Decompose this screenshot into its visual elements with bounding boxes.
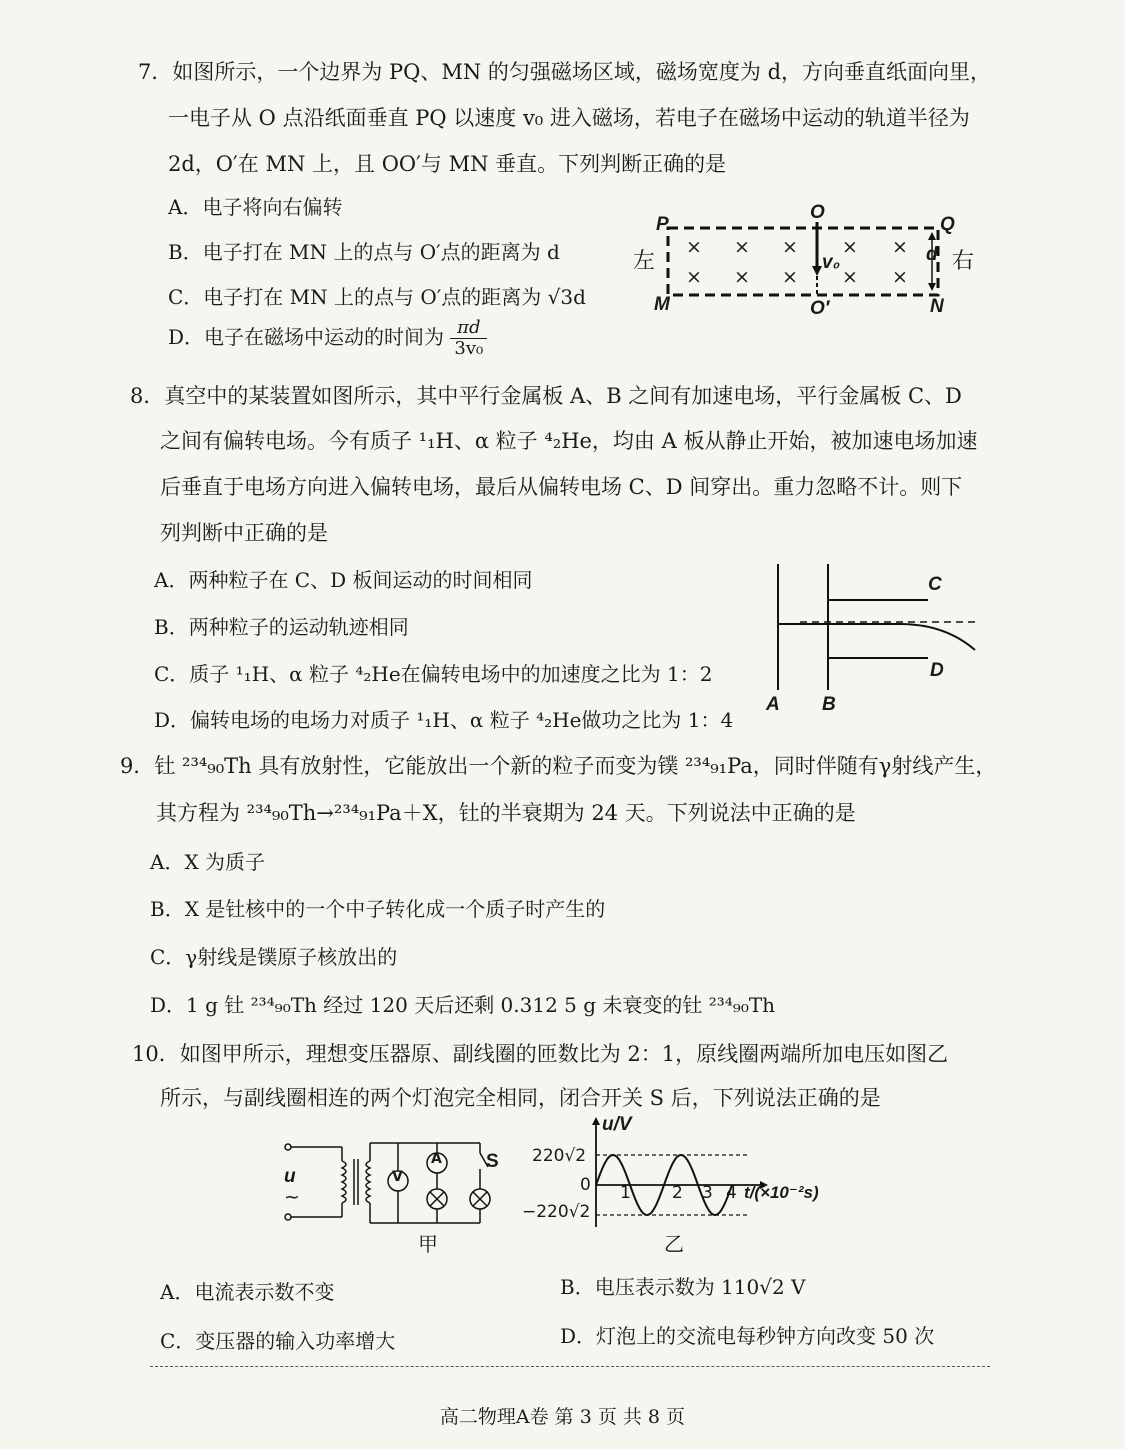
q8-option-b: B．两种粒子的运动轨迹相同 xyxy=(154,615,409,639)
q7-width-arrow-bottom xyxy=(928,283,936,291)
q7-option-c: C．电子打在 MN 上的点与 O′点的距离为 √3d xyxy=(168,285,586,309)
q8-stem-line-2: 之间有偏转电场。今有质子 ¹₁H、α 粒子 ⁴₂He，均由 A 板从静止开始，被加速电场加速 xyxy=(160,429,978,453)
q10-graph-y-arrow xyxy=(592,1117,600,1125)
q7-option-d-numerator: πd xyxy=(450,318,487,339)
q10-graph-tick: 2 xyxy=(672,1183,683,1203)
page-divider xyxy=(150,1366,990,1367)
q7-field-cross: × xyxy=(892,236,908,258)
q10-primary-coil xyxy=(342,1161,346,1203)
q8-stem-line-4: 列判断中正确的是 xyxy=(160,521,328,545)
q10-graph-ymin: −220√2 xyxy=(522,1202,591,1222)
q7-label-n: N xyxy=(930,296,944,317)
q7-label-d: d xyxy=(926,244,938,265)
q10-graph-tick: 4 xyxy=(726,1183,737,1203)
q8-label-d: D xyxy=(930,660,944,681)
q7-option-d-denominator: 3v₀ xyxy=(454,338,484,359)
q7-label-v0: v₀ xyxy=(822,252,841,273)
page-footer: 高二物理A卷 第 3 页 共 8 页 xyxy=(439,1406,686,1428)
q10-graph-tick: 1 xyxy=(620,1183,631,1203)
q8-label-c: C xyxy=(928,574,942,595)
q10-input-terminal-top xyxy=(285,1144,291,1150)
q9-option-c: C．γ射线是镤原子核放出的 xyxy=(150,945,398,969)
q9-stem-line-2: 其方程为 ²³⁴₉₀Th→²³⁴₉₁Pa＋X，钍的半衰期为 24 天。下列说法中正确的是 xyxy=(156,801,856,825)
q7-label-o: O xyxy=(810,202,825,223)
q10-input-terminal-bottom xyxy=(285,1214,291,1220)
q8-option-d: D．偏转电场的电场力对质子 ¹₁H、α 粒子 ⁴₂He做功之比为 1：4 xyxy=(154,708,734,732)
q10-label-jia: 甲 xyxy=(418,1232,438,1256)
q8-option-c: C．质子 ¹₁H、α 粒子 ⁴₂He在偏转电场中的加速度之比为 1：2 xyxy=(154,662,713,686)
q7-option-d-fraction xyxy=(450,318,487,359)
q10-option-c: C．变压器的输入功率增大 xyxy=(160,1329,396,1353)
q9-stem-line-1: 9．钍 ²³⁴₉₀Th 具有放射性，它能放出一个新的粒子而变为镤 ²³⁴₉₁Pa，同时伴随有γ射线产生， xyxy=(120,754,997,778)
q10-option-a: A．电流表示数不变 xyxy=(160,1280,335,1304)
q7-field-cross: × xyxy=(892,266,908,288)
q8-deflection-figure xyxy=(760,560,985,700)
q10-graph-tick: 3 xyxy=(702,1183,713,1203)
q10-option-d: D．灯泡上的交流电每秒钟方向改变 50 次 xyxy=(560,1324,935,1348)
q7-label-q: Q xyxy=(940,214,955,235)
q7-field-cross: × xyxy=(782,236,798,258)
q7-label-m: M xyxy=(654,294,670,315)
q9-option-a: A．X 为质子 xyxy=(150,850,266,874)
q10-secondary-coil xyxy=(366,1161,370,1203)
q7-field-cross: × xyxy=(686,266,702,288)
q7-label-p: P xyxy=(656,214,669,235)
q7-field-cross: × xyxy=(686,236,702,258)
q10-label-u: u xyxy=(284,1166,296,1187)
q9-option-d: D．1 g 钍 ²³⁴₉₀Th 经过 120 天后还剩 0.312 5 g 未衰变的钍 ²³⁴₉₀Th xyxy=(150,993,776,1017)
q7-label-o-prime: O′ xyxy=(810,298,830,319)
q7-field-cross: × xyxy=(782,266,798,288)
q7-field-cross: × xyxy=(734,266,750,288)
q10-graph-ylabel: u/V xyxy=(602,1114,632,1135)
q10-stem-line-1: 10．如图甲所示，理想变压器原、副线圈的匝数比为 2：1，原线圈两端所加电压如图乙 xyxy=(132,1042,949,1066)
q10-graph-xlabel: t/(×10⁻²s) xyxy=(744,1183,819,1202)
q7-stem-line-2: 一电子从 O 点沿纸面垂直 PQ 以速度 v₀ 进入磁场，若电子在磁场中运动的轨道半径为 xyxy=(168,106,970,130)
q8-label-b: B xyxy=(822,694,836,715)
q10-option-b: B．电压表示数为 110√2 V xyxy=(560,1275,806,1299)
q7-option-d xyxy=(168,318,487,359)
q10-circuit-figure xyxy=(280,1135,505,1235)
q7-velocity-arrowhead xyxy=(812,266,822,276)
q8-label-a: A xyxy=(766,694,780,715)
q10-graph-ymax: 220√2 xyxy=(532,1146,587,1166)
q7-label-left: 左 xyxy=(633,249,656,274)
q7-field-cross: × xyxy=(842,236,858,258)
q10-label-a: A xyxy=(431,1151,442,1167)
q7-stem-line-3: 2d，O′在 MN 上，且 OO′与 MN 垂直。下列判断正确的是 xyxy=(168,152,727,176)
q7-option-b: B．电子打在 MN 上的点与 O′点的距离为 d xyxy=(168,240,560,264)
q7-width-arrow-top xyxy=(928,232,936,240)
q8-stem-line-3: 后垂直于电场方向进入偏转电场，最后从偏转电场 C、D 间穿出。重力忽略不计。则下 xyxy=(160,475,963,499)
q8-particle-trajectory xyxy=(778,624,975,650)
q10-graph-zero: 0 xyxy=(580,1175,591,1195)
q8-option-a: A．两种粒子在 C、D 板间运动的时间相同 xyxy=(154,568,533,592)
q7-stem-line-1: 7．如图所示，一个边界为 PQ、MN 的匀强磁场区域，磁场宽度为 d，方向垂直纸面向里， xyxy=(138,60,992,84)
q10-label-s: S xyxy=(486,1151,499,1172)
q7-option-a: A．电子将向右偏转 xyxy=(168,195,343,219)
q7-option-d-text: D．电子在磁场中运动的时间为 xyxy=(168,325,445,349)
q10-stem-line-2: 所示，与副线圈相连的两个灯泡完全相同，闭合开关 S 后，下列说法正确的是 xyxy=(160,1086,881,1110)
q7-field-cross: × xyxy=(734,236,750,258)
q7-label-right: 右 xyxy=(952,249,975,274)
q10-label-tilde: ~ xyxy=(284,1186,300,1208)
q9-option-b: B．X 是钍核中的一个中子转化成一个质子时产生的 xyxy=(150,897,606,921)
q8-stem-line-1: 8．真空中的某装置如图所示，其中平行金属板 A、B 之间有加速电场，平行金属板 C、D xyxy=(130,384,962,408)
q10-label-yi: 乙 xyxy=(664,1232,684,1256)
q7-field-cross: × xyxy=(842,266,858,288)
q10-label-v: V xyxy=(392,1169,403,1185)
